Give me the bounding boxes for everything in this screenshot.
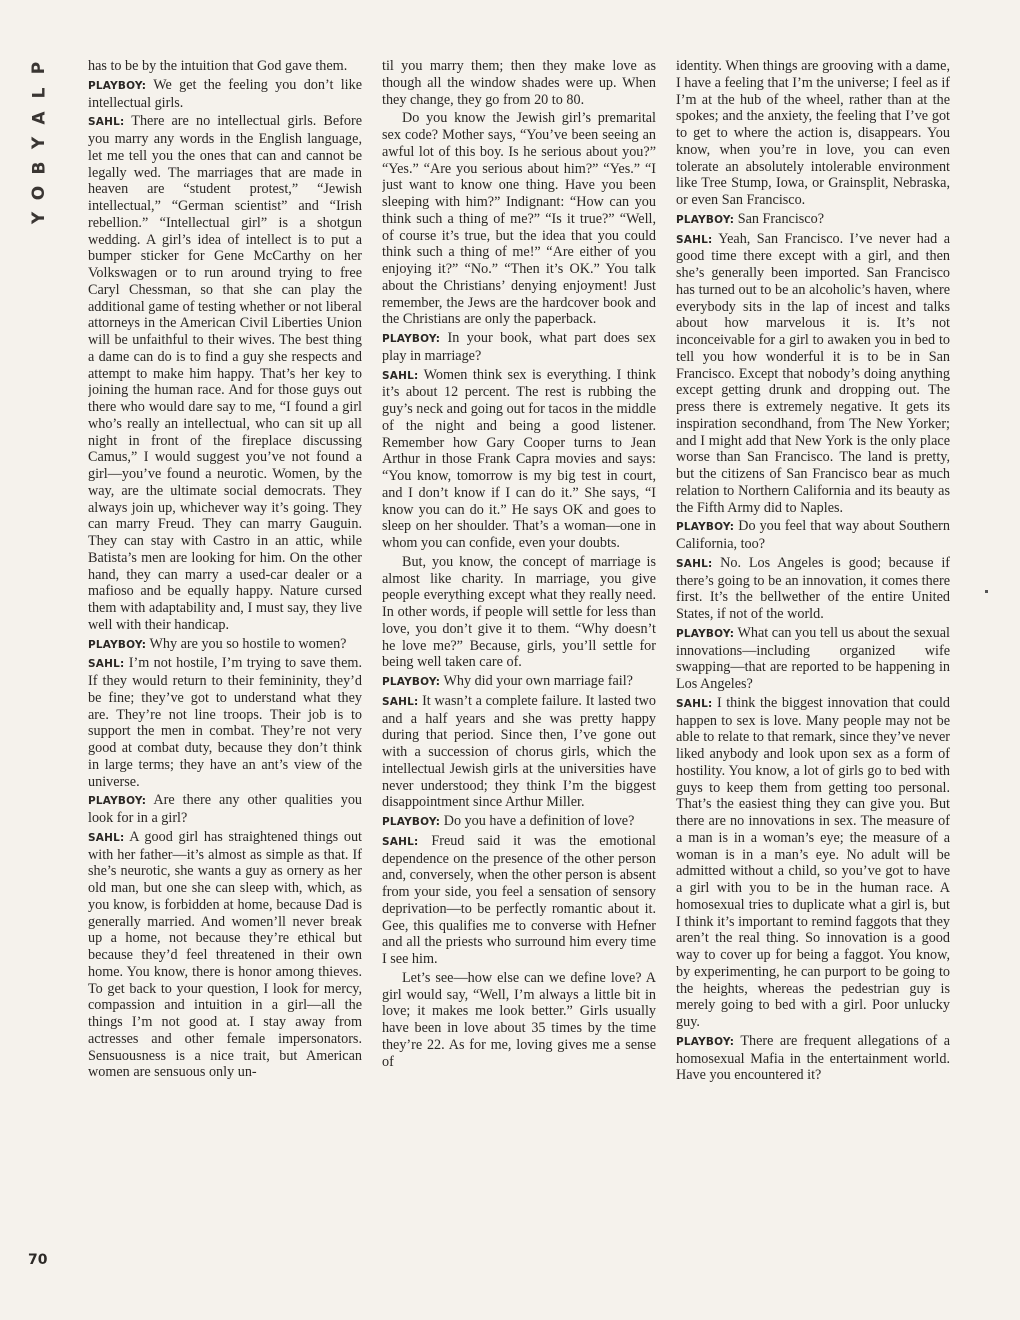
interviewer-label: PLAYBOY: [382,816,441,828]
interview-paragraph [88,792,362,827]
speaker-label: SAHL: [88,658,125,671]
paragraph-text: Are there any other qualities you look for in a girl? [88,792,362,826]
paragraph-text: There are frequent allegations of a homosexual Mafia in the entertainment world. Have you encountered it? [676,1032,950,1084]
paragraph-text: til you marry them; then they make love as though all the window shades were up. When they change, they go from 20 to 80. [382,58,656,108]
interview-paragraph [382,367,656,552]
masthead-letter: Y [29,135,50,150]
interview-paragraph [382,833,656,968]
interview-paragraph [88,77,362,112]
paragraph-text: I’m not hostile, I’m trying to save them. If they would return to their femininity, they’d be fine; they’ve got to understand what they are. They’re not line troops. Their job is to support the men in combat. They’re not very good at combat duty, because they don’t think in large terms; they have an ant’s view of the universe. [88,655,362,790]
paragraph-text: A good girl has straightened things out with her father—it’s almost as simple as that. If she’s neurotic, she wants a guy as ornery as her old man, but one she can sleep with, which, as you know, is forbidden at home, because Dad is generally married. And women’ll never break up a home, not because they’re ethical but because they’d feel threatened in their own home. You know, there is honor among thieves. To get back to your question, I look for mercy, compassion and intuition in a girl—all the things I’m not good at. I stay away from actresses and other female impersonators. Sensuousness is a nice trait, but American women are sensuous only un- [88,828,362,1081]
paragraph-text: Do you know the Jewish girl’s premarital sex code? Mother says, “You’ve been seeing an awful lot of this boy. Is he serious about you?” “Yes.” “Are you serious about him?” “Yes.” “I just want to know one thing. Have you been sleeping with him?” Indignant: “How can you think such a thing of me?” “Is it true?” “Well, of course it’s true, but the idea that you could think such a thing of me!” “Are either of you enjoying it?” “No.” “Then it’s OK.” You talk about the Christians’ denying enjoyment! Just remember, the Jews are the hardcover book and the Christians are only the paperback. [382,110,656,328]
interviewer-label: PLAYBOY: [88,795,147,808]
interview-paragraph [88,655,362,790]
paragraph-text: What can you tell us about the sexual innovations—including organized wife swapping—that are reported to be happening in Los Angeles? [676,624,950,692]
text-column-2 [382,58,656,1298]
interviewer-label: PLAYBOY: [382,333,441,345]
interview-paragraph [676,211,950,229]
masthead-letter: P [29,60,50,75]
interview-paragraph [88,58,362,75]
speaker-label: SAHL: [88,831,125,844]
speaker-label: SAHL: [676,557,713,570]
paragraph-text: There are no intellectual girls. Before you marry any words in the English language, let me tell you the ones that can and cannot be legally wed. The marriages that are made in heaven are “student protest,” “Jewish intellectual,” “German scientist” and “Irish rebellion.” “Intellectual girl” is a shotgun wedding. A girl’s idea of intellect is to put a bumper sticker for Gene McCarthy on her Volkswagen or to run around trying to free Caryl Chessman, so that she can play the additional game of testing whether or not liberal attorneys in the American Civil Liberties Union will be unfaithful to their wives. The best thing a dame can do is to find a guy she respects and attempt to make him happy. That’s her key to joining the human race. And for those guys out there who would dare say to me, “I found a girl who’s really an intellectual, who can sit up all night in front of the fireplace discussing Camus,” I would suggest you’ve not found a girl—you’ve found a neurotic. Women, by the way, are the ultimate social democrats. They always join up, whichever way it’s going. They can marry Freud. They can marry Gauguin. They can stay with Castro in an attic, while Batista’s men are looking for him. On the other hand, they can marry a used-car dealer or a mafioso and be equally happy. Nature cursed them with adaptability and, I must say, they live well with their handicap. [88,113,362,633]
paragraph-text: Women think sex is everything. I think it’s about 12 percent. The rest is rubbing the guy’s neck and going out for tacos in the middle of the night and being a good listener. Remember how Gary Cooper turns to Jean Arthur in those Frank Capra movies and says: “You know, tomorrow is my big test in court, and I don’t know if I can do it.” She says, “I know you can do it.” He says OK and goes to sleep on her shoulder. That’s a woman—one in whom you can confide, even your doubts. [382,366,656,551]
speaker-label: SAHL: [382,369,419,382]
speaker-label: SAHL: [88,116,125,129]
playboy-masthead [31,58,49,227]
interviewer-label: PLAYBOY: [676,213,735,226]
page-number: 70 [28,1252,48,1268]
speaker-label: SAHL: [676,233,713,246]
masthead-letter: B [29,160,50,175]
masthead-letter: L [29,86,50,99]
interview-paragraph [676,695,950,1031]
paragraph-text: Freud said it was the emotional dependence on the presence of the other person and, conversely, when the other person is absent from your side, you feel a sensation of sensory deprivation—to be perfectly romantic about it. Gee, this qualifies me to converse with Hefner and all the priests who surround him every time I see him. [382,832,656,967]
paragraph-text: In your book, what part does sex play in marriage? [382,330,656,364]
paragraph-text: San Francisco? [737,210,824,227]
interview-paragraph [88,113,362,633]
paragraph-text: Why did your own marriage fail? [443,673,633,689]
edge-mark [985,590,988,593]
interview-paragraph [382,110,656,328]
interview-paragraph [382,970,656,1071]
paragraph-text: Yeah, San Francisco. I’ve never had a good time there except with a girl, and then she’s generally been imported. San Francisco has turned out to be an alcoholic’s haven, where everybody sits in the lap of incest and talks about how marvelous it is. It’s not inconceivable for a girl to awaken you in bed to tell you how wonderful it is to be in San Francisco. Except that nobody’s doing anything except getting drunk and dropping out. The press there is extremely negative. It gets its inspiration secondhand, from The New Yorker; and I might add that New York is the only place worse than San Francisco. The land is pretty, but the citizens of San Francisco bear as much relation to Northern California and its beauty as the Fifth Army did to Naples. [676,230,950,516]
interview-paragraph [676,625,950,693]
interview-paragraph [382,813,656,831]
interview-paragraph [676,58,950,209]
interview-paragraph [382,58,656,108]
paragraph-text: It wasn’t a complete failure. It lasted two and a half years and she was pretty happy during that period. Since then, I’ve gone out with a succession of chorus girls, which the intellectual Jewish girls at the universities have never understood; they think I’m the biggest disappointment since Arthur Miller. [382,692,656,811]
speaker-label: SAHL: [382,835,419,848]
interviewer-label: PLAYBOY: [676,521,735,534]
interview-paragraph [676,1033,950,1084]
paragraph-text: Let’s see—how else can we define love? A girl would say, “Well, I’m always a little bit in love; it makes me look better.” Girls usually have been in love about 35 times by the time they’re 22. As for me, loving gives me a sense of [382,969,656,1070]
interview-paragraph [676,555,950,623]
masthead-letter: Y [29,210,50,225]
paragraph-text: Do you feel that way about Southern California, too? [676,518,950,552]
interview-paragraph [88,829,362,1081]
paragraph-text: Why are you so hostile to women? [149,635,347,652]
paragraph-text: We get the feeling you don’t like intellectual girls. [88,76,362,111]
paragraph-text: Do you have a definition of love? [443,813,635,829]
paragraph-text: No. Los Angeles is good; because if there’s going to be an innovation, it comes there first. It’s the bellwether of the entire United States, if not of the world. [676,554,950,622]
interview-paragraph [382,693,656,811]
text-column-3 [676,58,950,1298]
paragraph-text: has to be by the intuition that God gave them. [88,58,348,74]
paragraph-text: I think the biggest innovation that could happen to sex is love. Many people may not be able to relate to that remark, since they’ve never liked anybody and look upon sex as a form of hostility. You know, a lot of girls go to bed with guys to keep them from getting too personal. That’s the easiest thing they can give you. But there are no innovations in sex. The measure of a man is in a woman’s eye; the measure of a woman is in a man’s eye. No adult will be admitted without a child, so you’ve got to have a girl with you to be in the human race. A homosexual tries to duplicate what a girl is, but I think it’s important to remind faggots that they aren’t the real thing. So innovation is a good way to cover up for being a faggot. You know, by experimenting, he can purport to be going to the heights, whereas the pedestrian guy is merely going to bed with a girl. Poor unlucky guy. [676,694,950,1030]
interviewer-label: PLAYBOY: [88,638,147,651]
interview-paragraph [382,673,656,691]
masthead-letter: O [29,184,50,201]
interviewer-label: PLAYBOY: [382,676,441,688]
paragraph-text: But, you know, the concept of marriage is almost like charity. In marriage, you give people everything except what they really need. In other words, if people will settle for less than love, you don’t give it to them. “Why doesn’t he love me?” Because, girls, you’ll settle for being well taken care of. [382,553,656,671]
interview-paragraph [88,636,362,654]
masthead-letter: A [29,110,50,125]
interview-paragraph [676,231,950,517]
speaker-label: SAHL: [382,695,419,708]
speaker-label: SAHL: [676,697,713,710]
paragraph-text: identity. When things are grooving with a dame, I have a feeling that I’m the universe; I feel as if I’m at the hub of the wheel, rather than at the spokes; and the anxiety, the feeling that I’ve got to get to where the action is, disappears. You know, when you’re in love, you can even tolerate an absolutely intolerable environment like Tree Stump, Iowa, or Grainsplit, Nebraska, or even San Francisco. [676,58,950,208]
interview-paragraph [382,554,656,671]
interview-paragraph [676,518,950,553]
interview-paragraph [382,330,656,365]
text-column-1 [88,58,362,1298]
interviewer-label: PLAYBOY: [676,627,735,640]
interviewer-label: PLAYBOY: [676,1035,735,1048]
interviewer-label: PLAYBOY: [88,79,147,92]
